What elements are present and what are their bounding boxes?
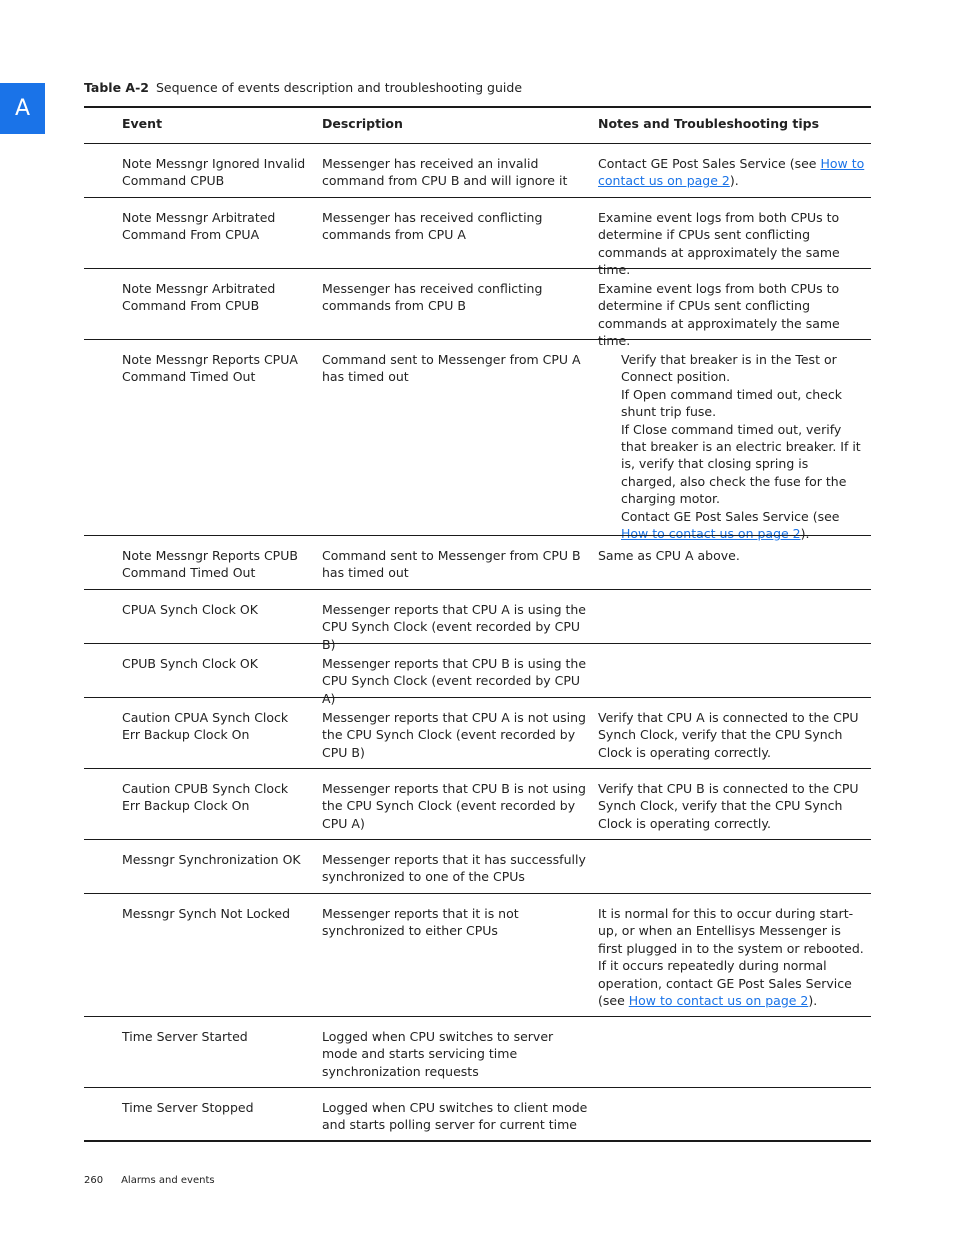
table-row: [84, 197, 871, 278]
cell-description: Messenger reports that it has successfully synchronized to one of the CPUs: [322, 852, 586, 885]
cell-description: Messenger has received an invalid command from CPU B and will ignore it: [322, 156, 568, 189]
cell-event: Messngr Synchronization OK: [122, 852, 301, 867]
section-tab: A: [0, 83, 45, 134]
cell-description: Logged when CPU switches to server mode and starts servicing time synchronization requests: [322, 1029, 554, 1079]
notes-step: Verify that breaker is in the Test or Connect position.: [621, 352, 837, 385]
notes-text: Contact GE Post Sales Service (see: [598, 156, 821, 171]
cell-event: Note Messngr Reports CPUB Command Timed Out: [122, 548, 298, 581]
cell-notes: [598, 547, 866, 564]
cell-description: Messenger has received conflicting commands from CPU B: [322, 281, 543, 314]
notes-text: Contact GE Post Sales Service (see: [621, 508, 840, 524]
cell-notes: [598, 905, 866, 1009]
cell-notes: [598, 155, 866, 190]
cell-event: Time Server Started: [122, 1029, 248, 1044]
cell-description: Messenger reports that CPU B is not using the CPU Synch Clock (event recorded by CPU A): [322, 781, 586, 831]
table-row: [84, 144, 871, 197]
table-row: [84, 1087, 871, 1140]
table-caption: [84, 80, 522, 96]
notes-text: Verify that CPU A is connected to the CPU Synch Clock, verify that the CPU Synch Clock is operating correctly.: [598, 710, 859, 760]
contact-link[interactable]: How to contact us on page 2: [598, 156, 865, 189]
notes-text: Examine event logs from both CPUs to determine if CPUs sent conflicting commands at approximately the same time.: [598, 281, 840, 349]
table-row: [84, 268, 871, 349]
notes-text: It is normal for this to occur during start-up, or when an Entellisys Messenger is first plugged in to the system or rebooted. If it occurs repeatedly during normal operation, contact GE Post Sales Service (see: [598, 906, 864, 1009]
table-body: [84, 144, 871, 1140]
notes-step: If Open command timed out, check shunt trip fuse.: [621, 386, 842, 420]
cell-event: Note Messngr Ignored Invalid Command CPUB: [122, 156, 306, 189]
notes-text: Examine event logs from both CPUs to determine if CPUs sent conflicting commands at approximately the same time.: [598, 210, 840, 278]
page-footer: [84, 1175, 215, 1186]
contact-link[interactable]: How to contact us on page 2: [621, 526, 801, 542]
cell-event: Note Messngr Reports CPUA Command Timed Out: [122, 352, 298, 385]
cell-event: Messngr Synch Not Locked: [122, 906, 291, 921]
table-row: [84, 1016, 871, 1087]
table-header: [84, 108, 871, 144]
contact-link[interactable]: How to contact us on page 2: [628, 993, 809, 1009]
cell-description: Messenger reports that CPU A is not using the CPU Synch Clock (event recorded by CPU B): [322, 710, 586, 760]
notes-text: ).: [808, 993, 818, 1009]
table-caption-text: Sequence of events description and troubleshooting guide: [155, 80, 523, 95]
cell-notes: [621, 351, 867, 542]
notes-text: ).: [729, 173, 739, 189]
cell-event: CPUB Synch Clock OK: [122, 656, 258, 671]
header-description: Description: [322, 116, 403, 131]
header-notes: Notes and Troubleshooting tips: [598, 116, 820, 131]
cell-description: Command sent to Messenger from CPU B has timed out: [322, 548, 581, 581]
cell-notes: [598, 709, 866, 761]
cell-description: Messenger reports that CPU A is using the CPU Synch Clock (event recorded by CPU B): [322, 602, 586, 652]
cell-description: Messenger reports that it is not synchronized to either CPUs: [322, 906, 519, 939]
cell-event: Note Messngr Arbitrated Command From CPUB: [122, 281, 276, 314]
cell-description: Logged when CPU switches to client mode and starts polling server for current time: [322, 1100, 588, 1133]
events-table: [84, 106, 871, 1142]
table-caption-label: Table A-2: [84, 80, 149, 95]
table-row: [84, 893, 871, 1016]
cell-description: Command sent to Messenger from CPU A has timed out: [322, 352, 581, 385]
cell-description: Messenger has received conflicting commands from CPU A: [322, 210, 543, 243]
cell-event: CPUA Synch Clock OK: [122, 602, 258, 617]
cell-event: Note Messngr Arbitrated Command From CPUA: [122, 210, 276, 243]
footer-section: Alarms and events: [121, 1175, 215, 1186]
notes-step: If Close command timed out, verify that breaker is an electric breaker. If it is, verify that closing spring is charged, also check the fuse for the charging motor.: [621, 421, 861, 507]
table-row: [84, 589, 871, 652]
page-number: 260: [84, 1175, 104, 1186]
header-event: Event: [122, 116, 163, 131]
table-row: [84, 768, 871, 839]
table-row: [84, 643, 871, 706]
table-row: [84, 839, 871, 893]
cell-event: Caution CPUB Synch Clock Err Backup Clock On: [122, 781, 289, 814]
notes-text: Same as CPU A above.: [598, 548, 740, 563]
table-row: [84, 535, 871, 589]
cell-notes: [598, 780, 866, 832]
cell-event: Time Server Stopped: [122, 1100, 254, 1115]
cell-event: Caution CPUA Synch Clock Err Backup Clock On: [122, 710, 289, 743]
table-row: [84, 697, 871, 768]
notes-text: Verify that CPU B is connected to the CPU Synch Clock, verify that the CPU Synch Clock is operating correctly.: [598, 781, 859, 831]
cell-description: Messenger reports that CPU B is using the CPU Synch Clock (event recorded by CPU A): [322, 656, 587, 706]
table-row: [84, 339, 871, 542]
notes-text: ).: [800, 526, 810, 542]
